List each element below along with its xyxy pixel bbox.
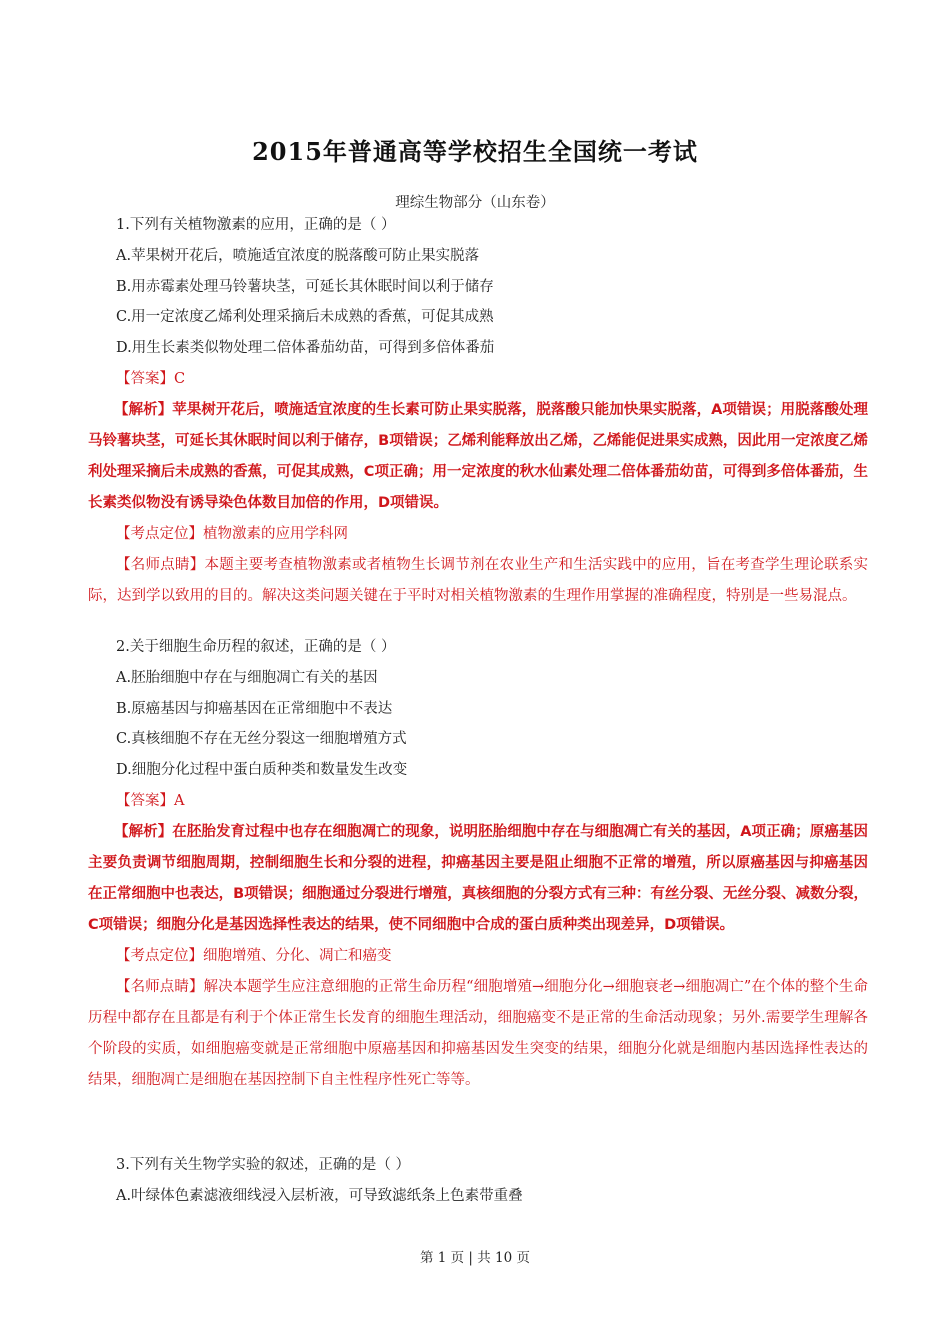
comment-text: 解决本题学生应注意细胞的正常生命历程“细胞增殖→细胞分化→细胞衰老→细胞凋亡”在个体的整个生命历程中都存在且都是有利于个体正常生长发育的细胞生理活动，细胞癌变不是正常的生命活动现象；另外.需要学生理解各个阶段的实质，如细胞癌变就是正常细胞中原癌基因和抑癌基因发生突变的结果，细胞分化就是细胞内基因选择性表达的结果，细胞凋亡是细胞在基因控制下自主性程序性死亡等等。 <box>88 978 868 1088</box>
answer-value: C <box>174 370 186 387</box>
option-a: A.苹果树开花后，喷施适宜浓度的脱落酸可防止果实脱落 <box>116 247 480 264</box>
comment-label: 【名师点睛】 <box>116 556 205 573</box>
answer-line <box>88 786 868 817</box>
option-a: A.叶绿体色素滤液细线浸入层析液，可导致滤纸条上色素带重叠 <box>116 1187 523 1204</box>
comment-text: 本题主要考查植物激素或者植物生长调节剂在农业生产和生活实践中的应用，旨在考查学生理论联系实际，达到学以致用的目的。解决这类问题关键在于平时对相关植物激素的生理作用掌握的准确程度，特别是一些易混点。 <box>88 556 868 604</box>
answer-line <box>88 364 868 395</box>
question-3 <box>88 1150 868 1212</box>
option-d: D.用生长素类似物处理二倍体番茄幼苗，可得到多倍体番茄 <box>116 340 495 357</box>
question-stem: 3.下列有关生物学实验的叙述，正确的是（ ） <box>116 1157 410 1173</box>
option-c: C.用一定浓度乙烯利处理采摘后未成熟的香蕉，可促其成熟 <box>116 309 494 326</box>
comment-block <box>88 550 868 612</box>
option-c: C.真核细胞不存在无丝分裂这一细胞增殖方式 <box>116 731 407 748</box>
analysis-label: 【解析】 <box>114 401 173 418</box>
question-2 <box>88 632 868 1096</box>
answer-label: 【答案】 <box>116 792 174 809</box>
page-subtitle: 理综生物部分（山东卷） <box>395 195 555 211</box>
analysis-label: 【解析】 <box>114 823 173 840</box>
option-b: B.原癌基因与抑癌基因在正常细胞中不表达 <box>116 700 393 717</box>
option-b: B.用赤霉素处理马铃薯块茎，可延长其休眠时间以利于储存 <box>116 278 494 295</box>
point-text: 细胞增殖、分化、凋亡和癌变 <box>203 947 392 964</box>
answer-label: 【答案】 <box>116 370 174 387</box>
point-text: 植物激素的应用学科网 <box>203 525 348 542</box>
point-label: 【考点定位】 <box>116 947 203 964</box>
analysis-text: 苹果树开花后，喷施适宜浓度的生长素可防止果实脱落，脱落酸只能加快果实脱落，A项错误；用脱落酸处理马铃薯块茎，可延长其休眠时间以利于储存，B项错误；乙烯利能释放出乙烯，乙烯能促进果实成熟，因此用一定浓度乙烯利处理采摘后未成熟的香蕉，可促其成熟，C项正确；用一定浓度的秋水仙素处理二倍体番茄幼苗，可得到多倍体番茄，生长素类似物没有诱导染色体数目加倍的作用，D项错误。 <box>88 401 869 511</box>
analysis-text: 在胚胎发育过程中也存在细胞凋亡的现象，说明胚胎细胞中存在与细胞凋亡有关的基因，A项正确；原癌基因主要负责调节细胞周期，控制细胞生长和分裂的进程，抑癌基因主要是阻止细胞不正常的增殖，所以原癌基因与抑癌基因在正常细胞中也表达，B项错误；细胞通过分裂进行增殖，真核细胞的分裂方式有三种：有丝分裂、无丝分裂、减数分裂，C项错误；细胞分化是基因选择性表达的结果，使不同细胞中合成的蛋白质种类出现差异，D项错误。 <box>88 823 869 933</box>
option-d: D.细胞分化过程中蛋白质种类和数量发生改变 <box>116 762 408 779</box>
point-line <box>88 519 868 550</box>
analysis-block <box>88 395 868 519</box>
option-a: A.胚胎细胞中存在与细胞凋亡有关的基因 <box>116 669 378 686</box>
page-title: 2015年普通高等学校招生全国统一考试 <box>252 137 698 166</box>
analysis-block <box>88 817 868 941</box>
question-1 <box>88 210 868 612</box>
question-stem: 1.下列有关植物激素的应用，正确的是（ ） <box>116 217 396 233</box>
point-line <box>88 941 868 972</box>
question-stem: 2.关于细胞生命历程的叙述，正确的是（ ） <box>116 639 396 655</box>
point-label: 【考点定位】 <box>116 525 203 542</box>
comment-block <box>88 972 868 1096</box>
answer-value: A <box>174 792 185 809</box>
page-footer: 第 1 页 | 共 10 页 <box>419 1250 531 1266</box>
comment-label: 【名师点睛】 <box>116 978 204 995</box>
